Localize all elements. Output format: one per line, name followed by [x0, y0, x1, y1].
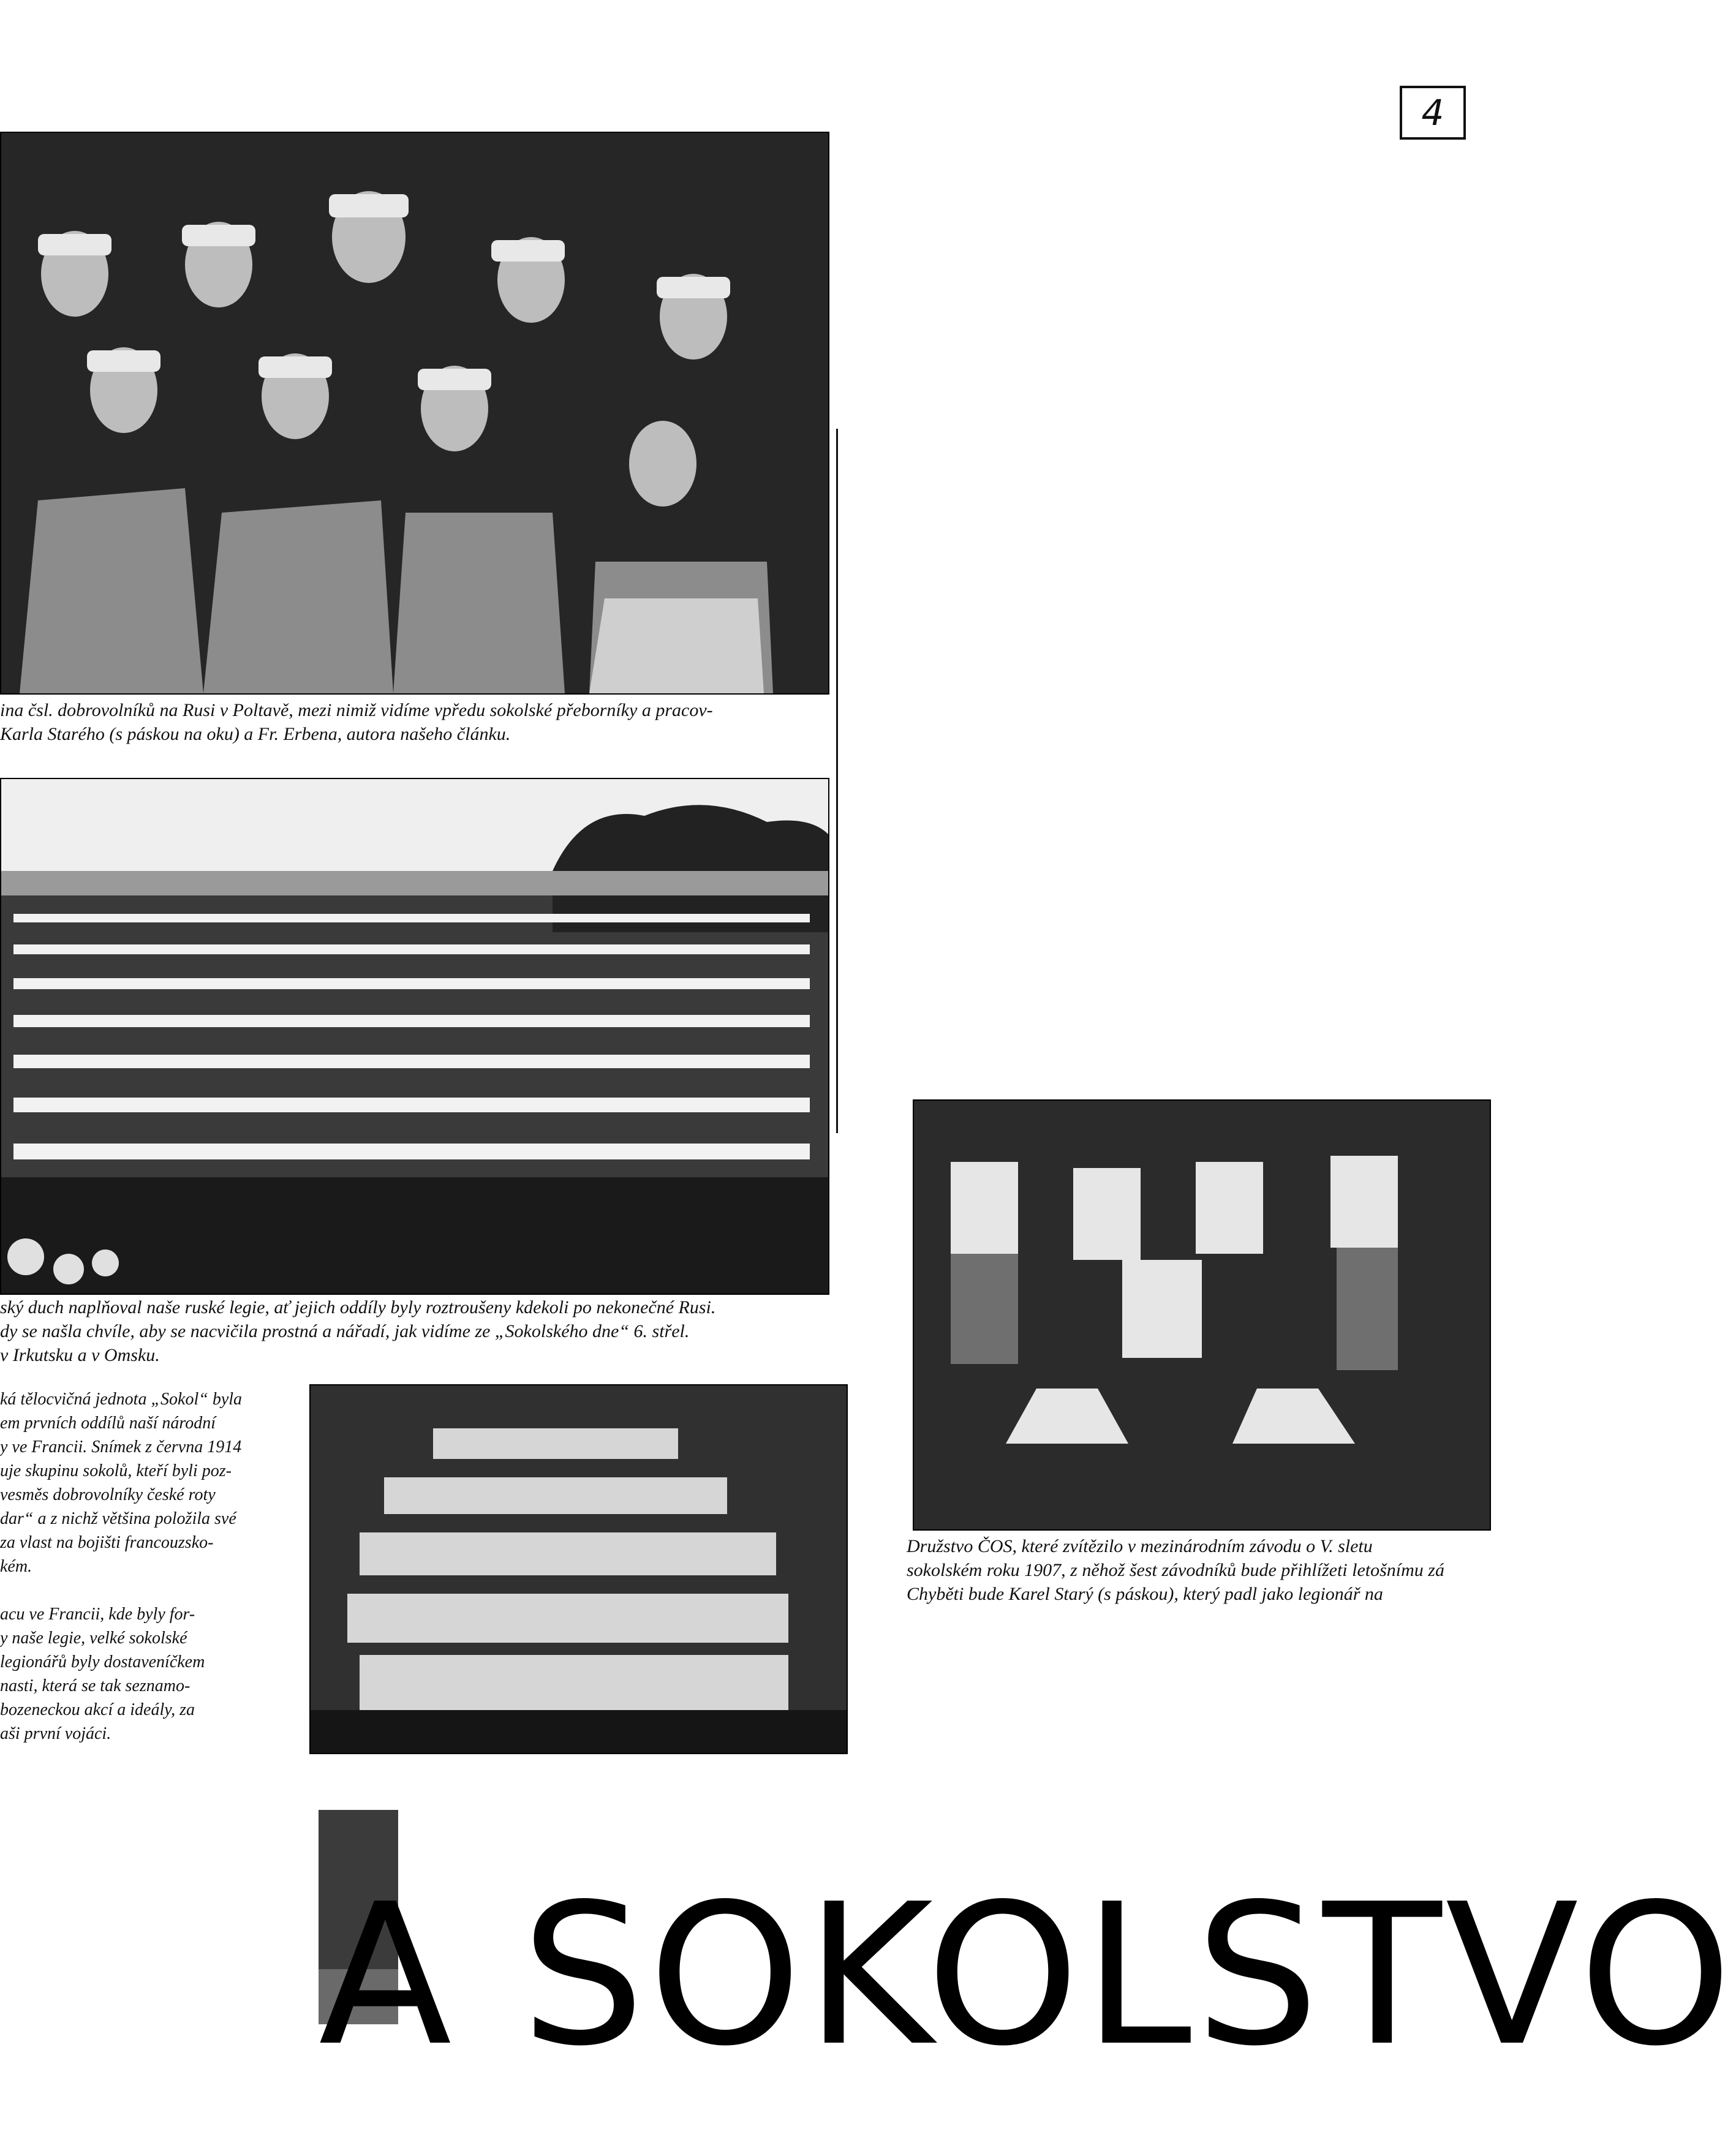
- volunteers-group-photo: [0, 132, 829, 695]
- sokol-unit-france-photo: [309, 1384, 848, 1754]
- mass-exercise-photo: [0, 778, 829, 1295]
- volunteers-photo-caption: ina čsl. dobrovolníků na Rusi v Poltavě, mezi nimiž vidíme vpředu sokolské přeborníky a pracov- Karla Starého (s páskou na oku) a Fr. Erbena, autora našeho článku.: [0, 700, 713, 744]
- mass-exercise-photo-caption: ský duch naplňoval naše ruské legie, ať jejich oddíly byly roztroušeny kdekoli po nekonečné Rusi. dy se našla chvíle, aby se nacvičila prostná a nářadí, jak vidíme ze „Sokolského dne“ 6. střel. v Irkutsku a v Omsku.: [0, 1297, 716, 1365]
- page-number: 4: [1400, 86, 1466, 140]
- sokol-unit-france-text: ká tělocvičná jednota „Sokol“ byla em prvních oddílů naší národní y ve Francii. Snímek z června 1914 uje skupinu sokolů, kteří byli poz- vesměs dobrovolníky české roty dar“ a z nichž většina položila své za vlast na bojišti francouzsko- kém. acu ve Francii, kde byly for- y naše legie, velké sokolské legionářů byly dostaveníčkem nasti, která se tak seznamo- bozeneckou akcí a ideály, za aši první vojáci.: [0, 1390, 243, 1743]
- headline: A SOKOLSTVO: [319, 1862, 1736, 2089]
- vertical-rule: [836, 429, 838, 1133]
- cos-team-photo: [913, 1099, 1491, 1531]
- cos-team-photo-caption: Družstvo ČOS, které zvítězilo v mezinárodním závodu o V. sletu sokolském roku 1907, z něhož šest závodníků bude přihlížeti letošnímu zá Chyběti bude Karel Starý (s páskou), který padl jako legionář na: [907, 1536, 1444, 1604]
